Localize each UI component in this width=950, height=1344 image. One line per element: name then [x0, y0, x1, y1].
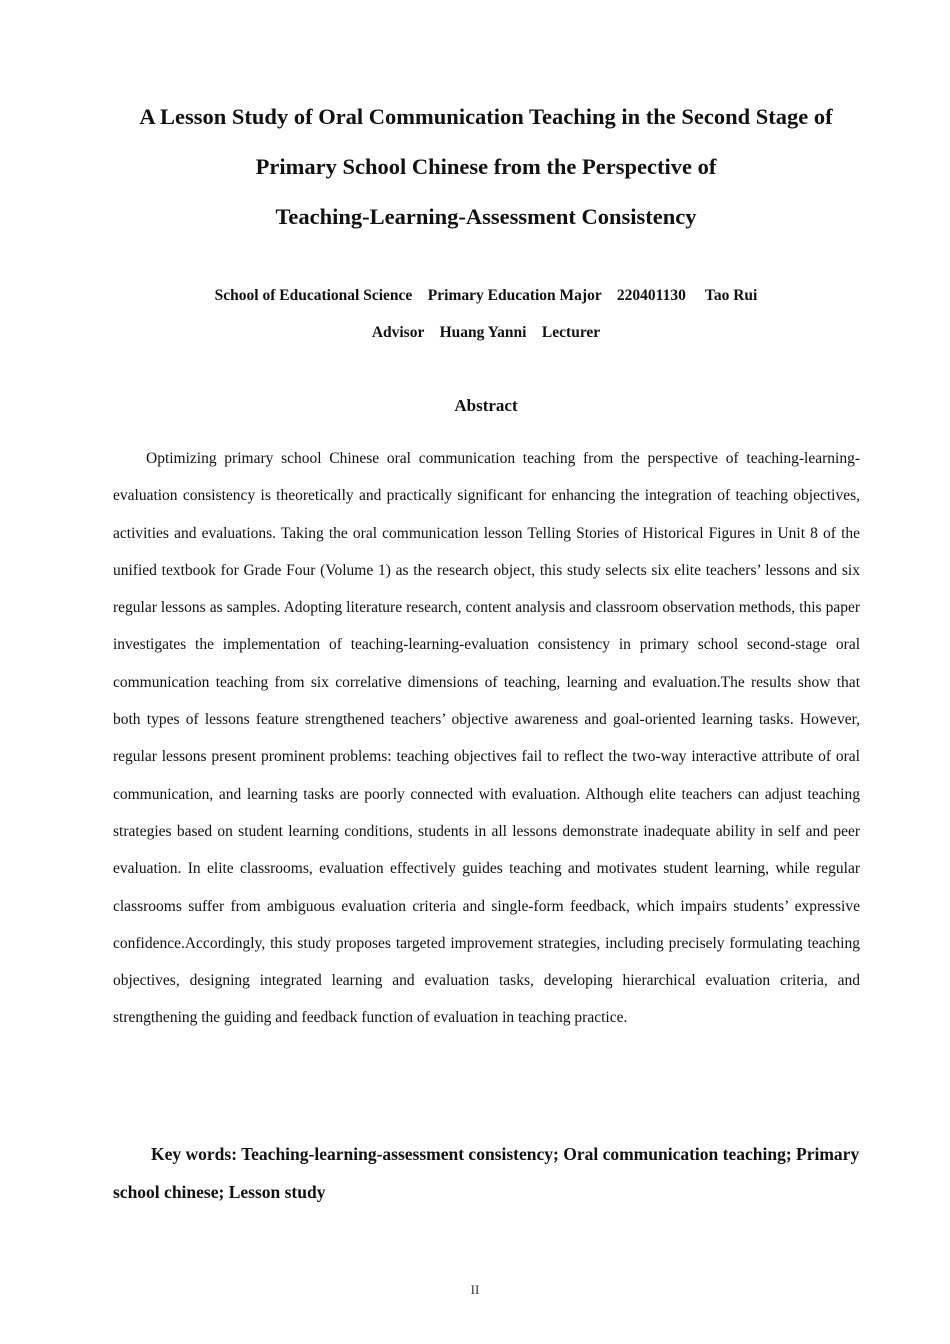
paper-title	[60, 92, 912, 242]
abstract-body: Optimizing primary school Chinese oral communication teaching from the perspective of teaching-learning-evaluation consistency is theoretically and practically significant for enhancing the integration of teaching objectives, activities and evaluations. Taking the oral communication lesson Telling Stories of Historical Figures in Unit 8 of the unified textbook for Grade Four (Volume 1) as the research object, this study selects six elite teachers’ lessons and six regular lessons as samples. Adopting literature research, content analysis and classroom observation methods, this paper investigates the implementation of teaching-learning-evaluation consistency in primary school second-stage oral communication teaching from six correlative dimensions of teaching, learning and evaluation.The results show that both types of lessons feature strengthened teachers’ objective awareness and goal-oriented learning tasks. However, regular lessons present prominent problems: teaching objectives fail to reflect the two-way interactive attribute of oral communication, and learning tasks are poorly connected with evaluation. Although elite teachers can adjust teaching strategies based on student learning conditions, students in all lessons demonstrate inadequate ability in self and peer evaluation. In elite classrooms, evaluation effectively guides teaching and motivates student learning, while regular classrooms suffer from ambiguous evaluation criteria and single-form feedback, which impairs students’ expressive confidence.Accordingly, this study proposes targeted improvement strategies, including precisely formulating teaching objectives, designing integrated learning and evaluation tasks, developing hierarchical evaluation criteria, and strengthening the guiding and feedback function of evaluation in teaching practice.	[113, 450, 860, 1027]
title-line-2: Primary School Chinese from the Perspective of	[255, 154, 717, 179]
title-line-3: Teaching-Learning-Assessment Consistency	[275, 204, 697, 229]
abstract-heading: Abstract	[454, 396, 518, 415]
title-line-1: A Lesson Study of Oral Communication Teaching in the Second Stage of	[139, 104, 833, 129]
page-number: II	[470, 1282, 480, 1297]
keywords: Key words: Teaching-learning-assessment consistency; Oral communication teaching; Primary school chinese; Lesson study	[113, 1144, 860, 1202]
author-affiliation-line: School of Educational Science Primary Education Major 220401130 Tao Rui	[214, 287, 758, 304]
advisor-line: Advisor Huang Yanni Lecturer	[371, 324, 601, 341]
